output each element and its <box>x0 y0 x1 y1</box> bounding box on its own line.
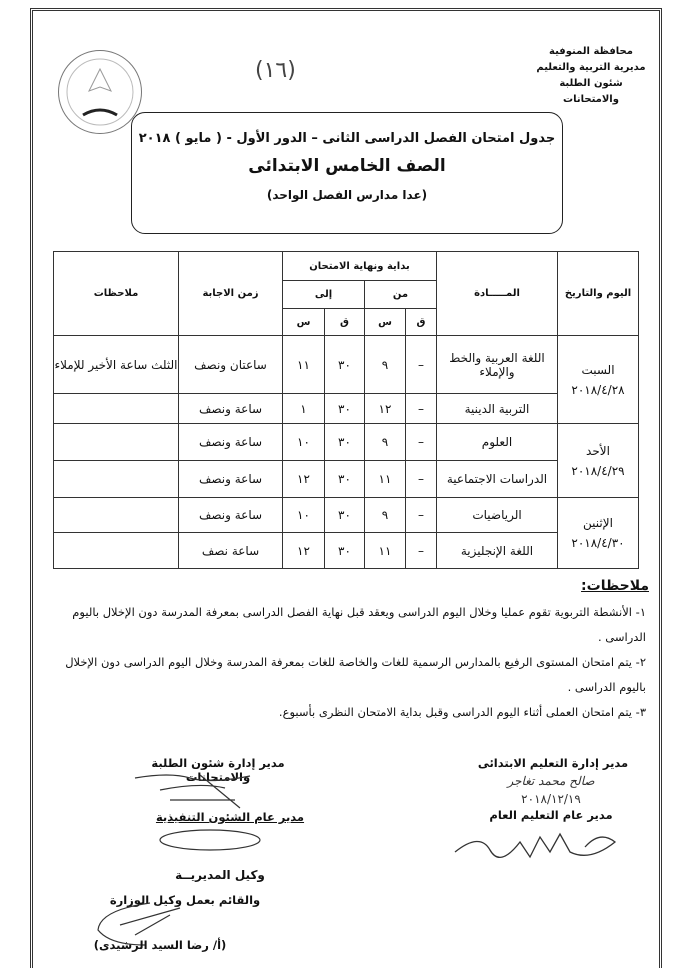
table-row <box>54 394 639 424</box>
executive-affairs-manager-title: مدير عام الشئون التنفيذية <box>155 810 305 824</box>
from-minute-cell: – <box>406 394 437 424</box>
emblem-seal-icon <box>58 50 142 134</box>
table-row <box>54 533 639 569</box>
primary-ed-signature: صالح محمد تغاجر <box>507 774 595 788</box>
date: ٢٠١٨/٤/٢٩ <box>571 463 625 478</box>
org-line: محافظة المنوفية <box>549 46 633 57</box>
to-minute-cell: ٣٠ <box>325 336 365 394</box>
org-line: شئون الطلبة والامتحانات <box>559 78 623 105</box>
subject-cell: العلوم <box>437 424 558 461</box>
from-hour-cell: ١١ <box>365 533 406 569</box>
note-item: ٢- يتم امتحان المستوى الرفيع بالمدارس الرسمية للغات والخاصة للغات بمعرفة المدرسة وخلال اليوم الدراسى دون الإخلال باليوم الدراسى . <box>65 655 646 694</box>
day-date-cell <box>558 498 639 569</box>
day-name: السبت <box>581 362 615 377</box>
primary-ed-manager-title: مدير إدارة التعليم الابتدائى <box>477 756 629 770</box>
to-minute-cell: ٣٠ <box>325 461 365 498</box>
exam-schedule-table <box>53 251 639 569</box>
organization-header <box>531 44 651 108</box>
from-minute-cell: – <box>406 533 437 569</box>
header-from-hour: س <box>365 309 406 336</box>
from-minute-cell: – <box>406 424 437 461</box>
from-minute-cell: – <box>406 461 437 498</box>
to-hour-cell: ١ <box>283 394 325 424</box>
deputy-title: وكيل المديريــة <box>175 868 265 882</box>
date: ٢٠١٨/٤/٣٠ <box>571 536 625 550</box>
day-name: الأحد <box>586 443 610 458</box>
duration-cell: ساعة ونصف <box>179 498 283 533</box>
duration-cell: ساعة ونصف <box>179 394 283 424</box>
subject-cell: الدراسات الاجتماعية <box>437 461 558 498</box>
to-minute-cell: ٣٠ <box>325 424 365 461</box>
header-to: إلى <box>283 281 365 309</box>
notes-cell <box>54 424 179 461</box>
table-row <box>54 461 639 498</box>
header-notes: ملاحظات <box>54 252 179 336</box>
general-ed-manager-title: مدير عام التعليم العام <box>489 808 613 822</box>
to-hour-cell: ١٠ <box>283 498 325 533</box>
subject-cell: الرياضيات <box>437 498 558 533</box>
students-exams-manager-title: مدير إدارة شئون الطلبة والامتحانات <box>151 756 285 784</box>
notes-cell <box>54 394 179 424</box>
date: ٢٠١٨/٤/٢٨ <box>571 382 625 397</box>
notes-cell <box>54 533 179 569</box>
to-hour-cell: ١٢ <box>283 461 325 498</box>
header-time-range: بداية ونهاية الامتحان <box>283 252 437 281</box>
from-hour-cell: ١٢ <box>365 394 406 424</box>
from-hour-cell: ٩ <box>365 424 406 461</box>
to-hour-cell: ١٠ <box>283 424 325 461</box>
notes-heading: ملاحظات: <box>581 578 649 594</box>
exam-title: جدول امتحان الفصل الدراسى الثانى – الدور الأول - ( مايو ) ٢٠١٨ <box>138 131 556 146</box>
to-hour-cell: ١١ <box>283 336 325 394</box>
header-from-minute: ق <box>406 309 437 336</box>
from-hour-cell: ٩ <box>365 498 406 533</box>
to-minute-cell: ٣٠ <box>325 533 365 569</box>
table-row <box>54 498 639 533</box>
duration-cell: ساعة ونصف <box>179 461 283 498</box>
from-minute-cell: – <box>406 498 437 533</box>
from-hour-cell: ٩ <box>365 336 406 394</box>
deputy-subtitle: والقائم بعمل وكيل الوزارة <box>109 893 261 907</box>
header-to-minute: ق <box>325 309 365 336</box>
to-minute-cell: ٣٠ <box>325 394 365 424</box>
header-duration: زمن الاجابة <box>179 252 283 336</box>
day-date-cell <box>558 424 639 498</box>
header-to-hour: س <box>283 309 325 336</box>
header-from: من <box>365 281 437 309</box>
to-minute-cell: ٣٠ <box>325 498 365 533</box>
students-exams-signature-icon <box>130 770 260 810</box>
header-subject: المـــــادة <box>437 252 558 336</box>
executive-affairs-signature-icon <box>150 826 270 854</box>
day-name: الإثنين <box>583 516 613 530</box>
page-number: (١٦) <box>255 58 296 83</box>
note-item: ١- الأنشطة التربوية تقوم عمليا وخلال اليوم الدراسى ويعقد قبل نهاية الفصل الدراسى بمعرفة المدرسة دون الإخلال باليوم الدراسى . <box>72 605 646 644</box>
note-item: ٣- يتم امتحان العملى أثناء اليوم الدراسى وقبل بداية الامتحان النظرى بأسبوع. <box>278 705 646 719</box>
subject-cell: اللغة الإنجليزية <box>437 533 558 569</box>
duration-cell: ساعة نصف <box>179 533 283 569</box>
from-minute-cell: – <box>406 336 437 394</box>
general-ed-signature-icon <box>450 822 625 867</box>
duration-cell: ساعتان ونصف <box>179 336 283 394</box>
deputy-name: (أ/ رضا السيد الرشيدى) <box>93 938 227 952</box>
notes-list <box>46 600 646 725</box>
exclusion-note: (عدا مدارس الفصل الواحد) <box>266 188 428 202</box>
duration-cell: ساعة ونصف <box>179 424 283 461</box>
grade-title: الصف الخامس الابتدائى <box>248 156 446 176</box>
org-line: مديرية التربية والتعليم <box>536 62 646 73</box>
notes-cell: الثلث ساعة الأخير للإملاء <box>54 336 179 394</box>
header-day-date: اليوم والتاريخ <box>558 252 639 336</box>
table-row <box>54 424 639 461</box>
subject-cell: اللغة العربية والخط والإملاء <box>437 336 558 394</box>
day-date-cell <box>558 336 639 424</box>
title-box <box>131 112 563 234</box>
subject-cell: التربية الدينية <box>437 394 558 424</box>
notes-cell <box>54 498 179 533</box>
to-hour-cell: ١٢ <box>283 533 325 569</box>
table-row <box>54 336 639 394</box>
primary-ed-date: ٢٠١٨/١٢/١٩ <box>521 792 581 806</box>
notes-cell <box>54 461 179 498</box>
from-hour-cell: ١١ <box>365 461 406 498</box>
